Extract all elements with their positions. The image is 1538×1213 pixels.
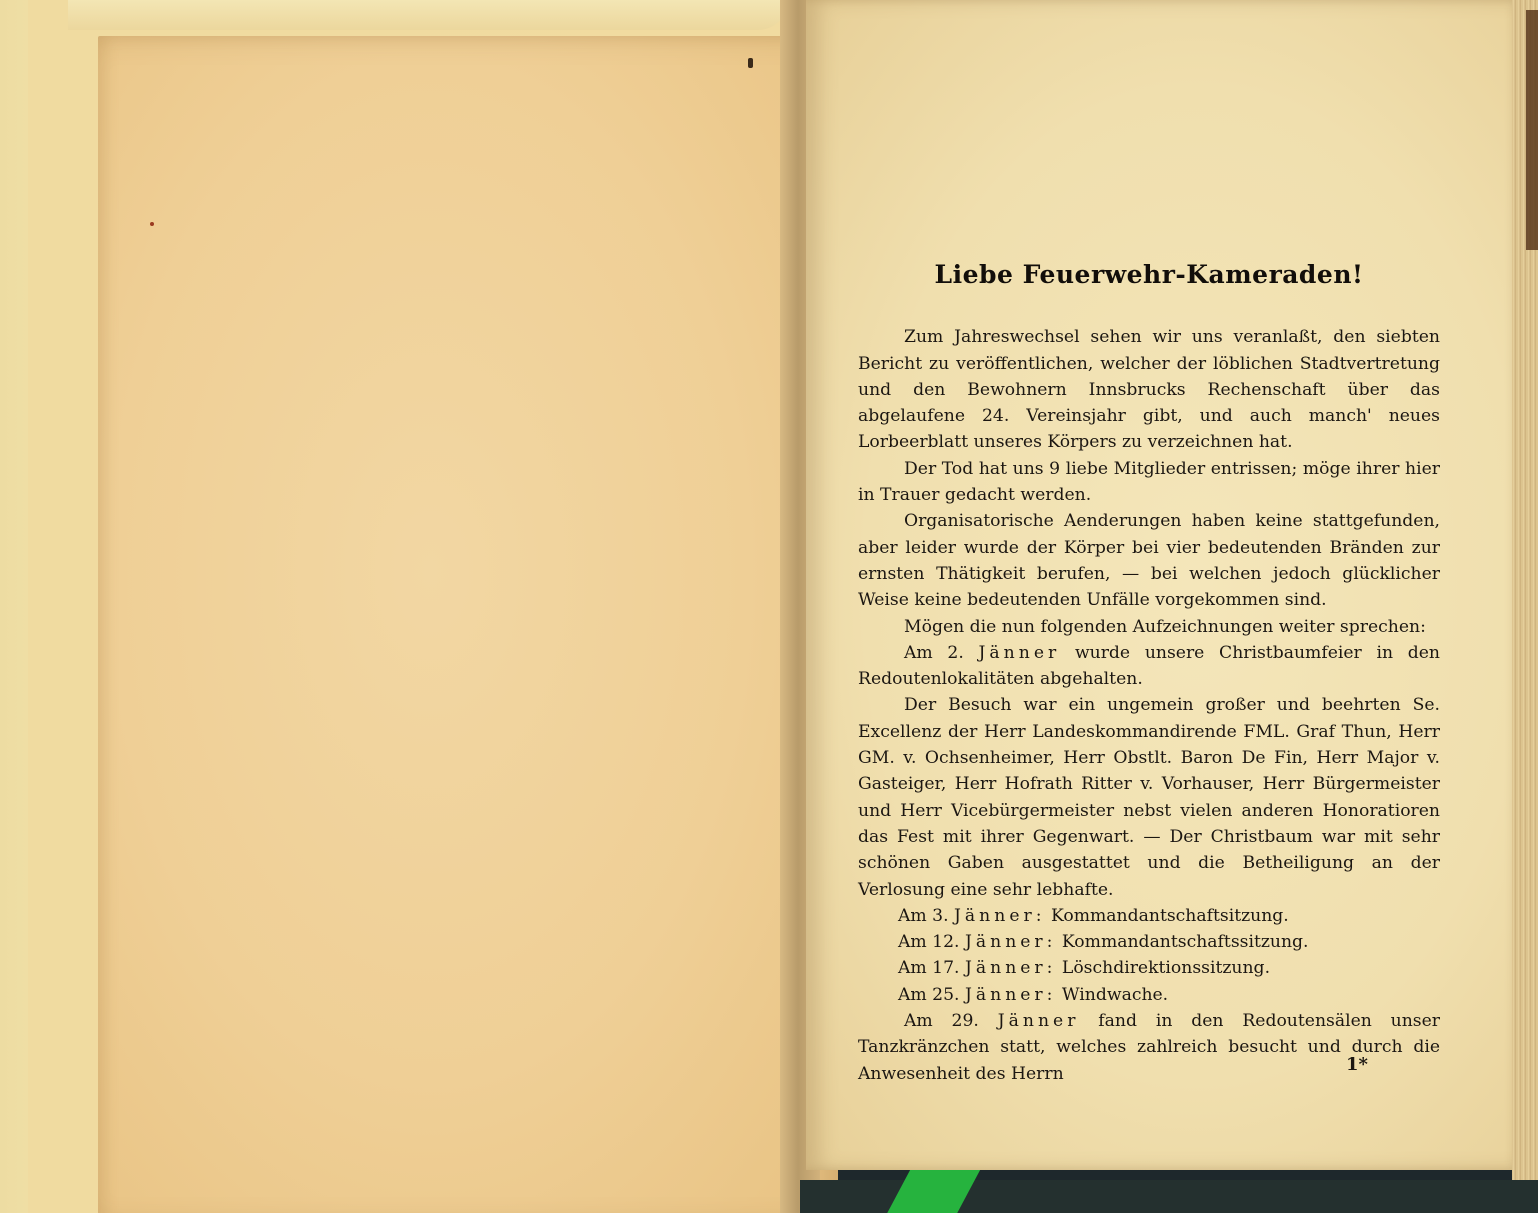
entry-month: Jänner: (964, 984, 1057, 1005)
paragraph: Mögen die nun folgenden Aufzeichnungen weiter sprechen: (904, 616, 1426, 637)
entry-prefix: Am 2. (904, 642, 964, 663)
cover-spine-edge (1526, 10, 1538, 250)
entry-month: Jänner: (964, 958, 1057, 979)
page-text (858, 262, 1440, 1087)
entry-prefix: Am 12. (898, 932, 960, 953)
paragraph: Zum Jahreswechsel sehen wir uns veranlaßt, den siebten Bericht zu veröffentlichen, welcher der löblichen Stadtvertretung und den Bewohnern Innsbrucks Rechenschaft über das abgelaufene 24. Vereinsjahr gibt, und auch manch' neues Lorbeerblatt unseres Körpers zu verzeichnen hat. (858, 327, 1440, 453)
left-page-top-edge (68, 0, 788, 30)
entry-row (858, 903, 1440, 929)
entry-text: fand in den Redoutensälen unser Tanzkränzchen statt, welches zahlreich besucht und durch die Anwesenheit des Herrn (858, 1011, 1441, 1084)
paragraph-visit: Der Besuch war ein ungemein großer und beehrten Se. Excellenz der Herr Landeskommandirende FML. Graf Thun, Herr GM. v. Ochsenheimer, Herr Obstlt. Baron De Fin, Herr Major v. Gasteiger, Herr Hofrath Ritter v. Vorhauser, Herr Bürgermeister und Herr Vicebürgermeister nebst vielen anderen Honoratioren das Fest mit ihrer Gegenwart. — Der Christbaum war mit sehr schönen Gaben ausgestattet und die Betheiligung an der Verlosung eine sehr lebhafte. (858, 695, 1440, 900)
entry-text: Kommandantschaftsitzung. (1050, 905, 1289, 926)
entry-text: Löschdirektionssitzung. (1061, 958, 1271, 979)
entry-month: Jänner: (964, 932, 1057, 953)
page-number: 1* (1346, 1054, 1368, 1075)
entry-month: Jänner (997, 1011, 1080, 1032)
entry-prefix: Am 29. (904, 1011, 979, 1032)
entry-row (858, 929, 1440, 955)
paper-speck (748, 58, 753, 68)
entry-text: Windwache. (1061, 984, 1169, 1005)
page-heading: Liebe Feuerwehr-Kameraden! (934, 260, 1364, 289)
paragraph: Der Tod hat uns 9 liebe Mitglieder entrissen; möge ihrer hier in Trauer gedacht werden. (858, 458, 1440, 506)
entry-prefix: Am 17. (898, 958, 960, 979)
entry-text: wurde unsere Christbaumfeier in den Redoutenlokalitäten abgehalten. (858, 642, 1440, 690)
left-page (28, 0, 788, 1213)
entry-jan-29 (858, 1008, 1440, 1087)
entry-row (858, 955, 1440, 981)
entry-text: Kommandantschaftssitzung. (1061, 932, 1309, 953)
entry-row (858, 982, 1440, 1008)
left-page-blank-area (98, 36, 838, 1213)
entry-jan-2 (858, 640, 1440, 693)
entry-month: Jänner (978, 642, 1061, 663)
entry-month: Jänner: (954, 905, 1046, 926)
paper-speck (150, 222, 154, 226)
entry-prefix: Am 25. (898, 984, 960, 1005)
entry-prefix: Am 3. (898, 905, 949, 926)
paragraph: Organisatorische Aenderungen haben keine stattgefunden, aber leider wurde der Körper bei vier bedeutenden Bränden zur ernsten Thätigkeit berufen, — bei welchen jedoch glücklicher Weise keine bedeutenden Unfälle vorgekommen sind. (858, 511, 1440, 611)
